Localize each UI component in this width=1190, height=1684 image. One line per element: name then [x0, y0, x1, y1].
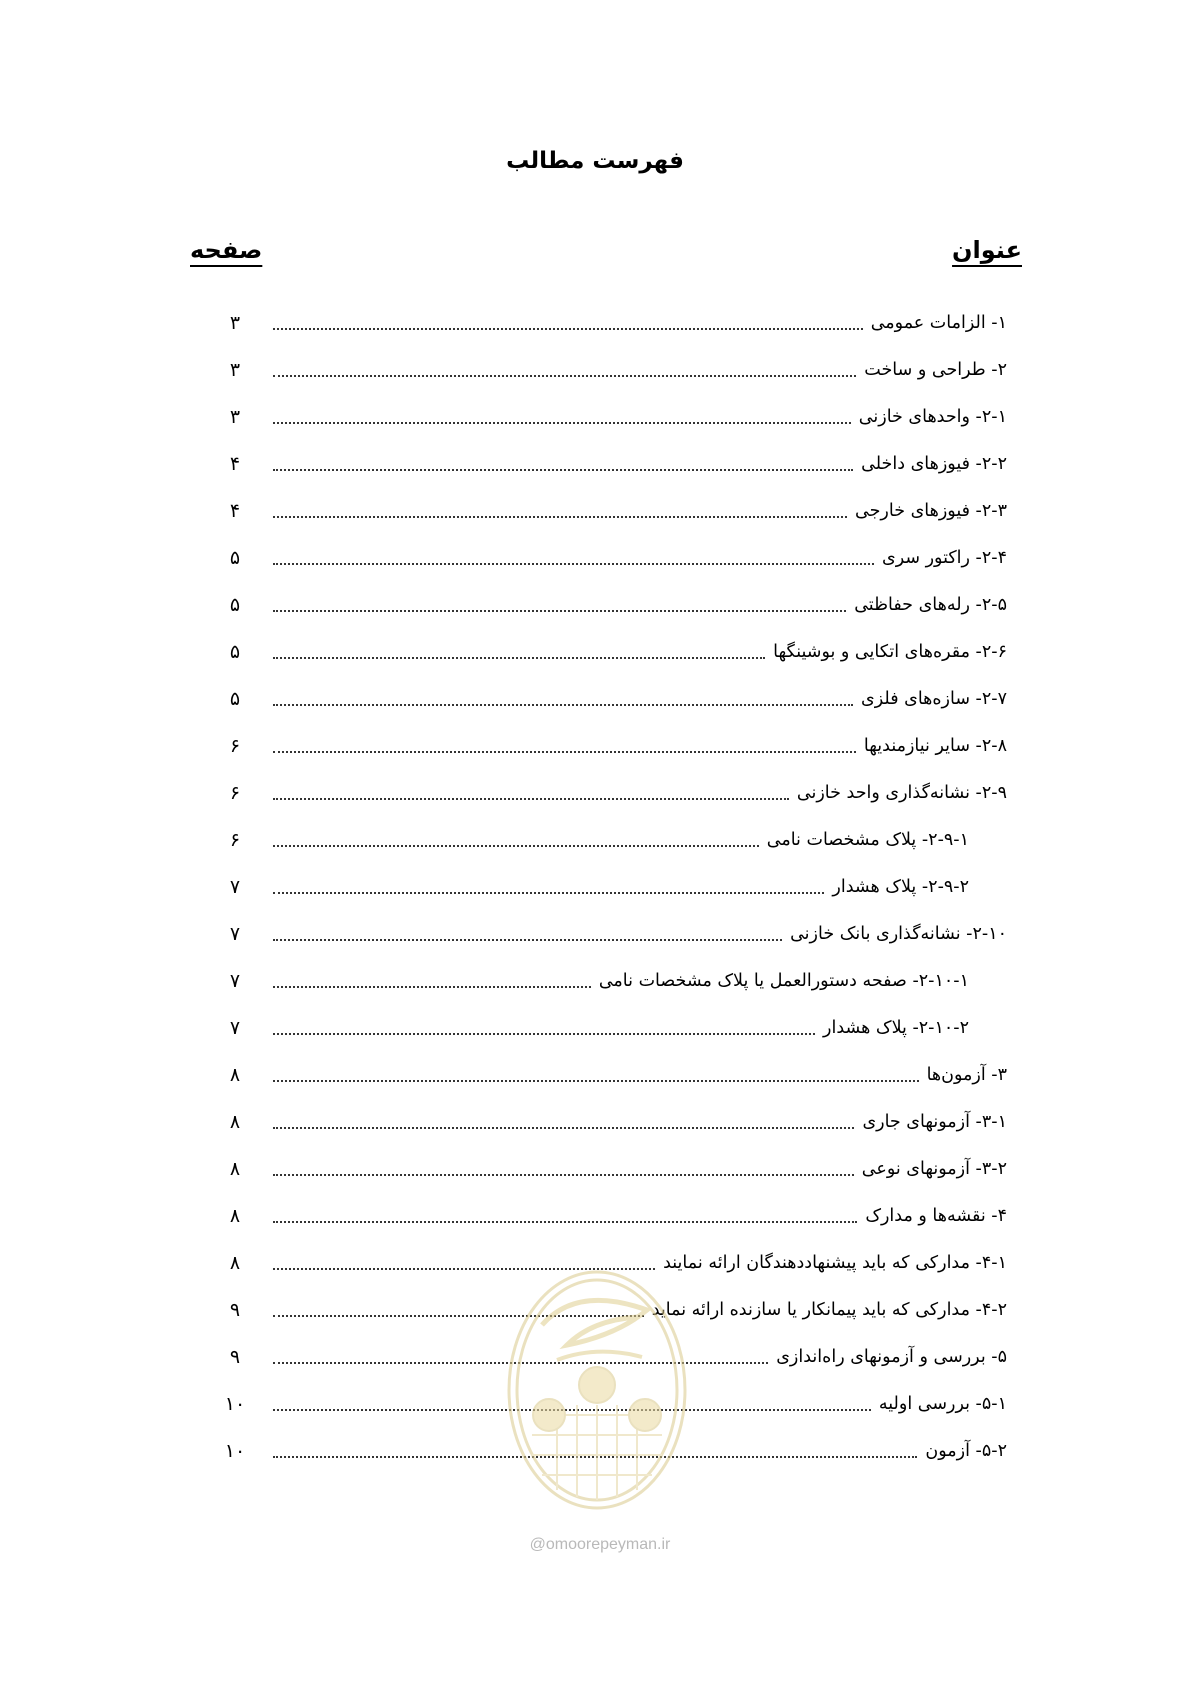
toc-entry[interactable] [197, 874, 1007, 921]
toc-entry-page-number: ۸ [229, 1252, 241, 1274]
toc-entry-page-number: ۸ [229, 1064, 241, 1086]
toc-entry-page-number: ۵ [229, 547, 241, 569]
dot-leader [273, 451, 853, 471]
dot-leader [273, 968, 591, 988]
toc-entry[interactable] [197, 827, 1007, 874]
toc-entry-title: ۱- الزامات عمومی [870, 313, 1007, 333]
toc-entry[interactable] [197, 921, 1007, 968]
toc-entry[interactable] [197, 686, 1007, 733]
toc-entry-title: ۲-۳- فیوزهای خارجی [855, 501, 1007, 521]
toc-entry[interactable] [197, 592, 1007, 639]
dot-leader [273, 1062, 919, 1082]
page-column-header: صفحه [190, 236, 263, 264]
toc-entry[interactable] [197, 357, 1007, 404]
toc-entry-title-wrap [273, 921, 1007, 947]
toc-entry-title-wrap [273, 310, 1007, 336]
toc-entry[interactable] [197, 639, 1007, 686]
toc-entry-page-number: ۹ [229, 1299, 241, 1321]
dot-leader [273, 404, 851, 424]
toc-entry-title: ۳- آزمون‌ها [926, 1065, 1007, 1085]
toc-entry-page-number: ۶ [229, 829, 241, 851]
toc-entry-title-wrap [273, 498, 1007, 524]
toc-entry[interactable] [197, 1062, 1007, 1109]
dot-leader [273, 1203, 857, 1223]
toc-entry[interactable] [197, 968, 1007, 1015]
toc-entry-title: ۲-۷- سازه‌های فلزی [861, 689, 1007, 709]
toc-entry-title-wrap [273, 686, 1007, 712]
toc-entry-page-number: ۱۰ [224, 1440, 246, 1462]
toc-entry-title: ۲-۹-۲- پلاک هشدار [832, 877, 969, 897]
toc-entry-title-wrap [273, 827, 1007, 853]
dot-leader [273, 874, 824, 894]
toc-entry-title: ۵-۱- بررسی اولیه [878, 1394, 1007, 1414]
toc-entry-title: ۲-۱- واحدهای خازنی [858, 407, 1007, 427]
watermark-url: @omoorepeyman.ir [529, 1536, 671, 1553]
dot-leader [273, 1015, 815, 1035]
watermark-logo [497, 1265, 697, 1515]
toc-entry[interactable] [197, 780, 1007, 827]
toc-entry-page-number: ۸ [229, 1111, 241, 1133]
toc-entry-title: ۲-۹- نشانه‌گذاری واحد خازنی [796, 783, 1007, 803]
toc-entry-title: ۲-۵- رله‌های حفاظتی [854, 595, 1007, 615]
toc-entry-title: ۴-۱- مدارکی که باید پیشنهاددهندگان ارائه نمایند [663, 1253, 1007, 1273]
toc-entry[interactable] [197, 1015, 1007, 1062]
toc-entry-title: ۵-۲- آزمون [925, 1441, 1007, 1461]
toc-entry-page-number: ۵ [229, 641, 241, 663]
toc-entry-page-number: ۴ [229, 453, 241, 475]
toc-entry-title: ۲-۱۰-۲- پلاک هشدار [823, 1018, 969, 1038]
dot-leader [273, 1109, 854, 1129]
toc-entry-title-wrap [273, 404, 1007, 430]
toc-entry-title: ۳-۱- آزمونهای جاری [862, 1112, 1007, 1132]
toc-entry-title: ۲-۴- راکتور سری [882, 548, 1007, 568]
dot-leader [273, 1156, 854, 1176]
toc-entry-title-wrap [273, 733, 1007, 759]
toc-entry[interactable] [197, 451, 1007, 498]
toc-entry-title-wrap [273, 780, 1007, 806]
dot-leader [273, 686, 853, 706]
toc-entry-page-number: ۸ [229, 1158, 241, 1180]
toc-entry-title-wrap [273, 592, 1007, 618]
toc-entry-title: ۵- بررسی و آزمونهای راه‌اندازی [776, 1347, 1007, 1367]
toc-entry-page-number: ۷ [229, 876, 241, 898]
toc-entry[interactable] [197, 1109, 1007, 1156]
toc-entry-page-number: ۶ [229, 735, 241, 757]
toc-entry-page-number: ۴ [229, 500, 241, 522]
dot-leader [273, 780, 789, 800]
dot-leader [273, 592, 846, 612]
toc-entry-title: ۲- طراحی و ساخت [864, 360, 1007, 380]
toc-entry-page-number: ۳ [229, 406, 241, 428]
toc-entry-page-number: ۳ [229, 312, 241, 334]
toc-entry-page-number: ۱۰ [224, 1393, 246, 1415]
dot-leader [273, 498, 847, 518]
toc-entry-page-number: ۳ [229, 359, 241, 381]
toc-entry-title: ۲-۱۰- نشانه‌گذاری بانک خازنی [790, 924, 1007, 944]
toc-entry-title: ۲-۹-۱- پلاک مشخصات نامی [766, 830, 969, 850]
toc-entry-title: ۲-۱۰-۱- صفحه دستورالعمل یا پلاک مشخصات نامی [598, 971, 969, 991]
toc-entry-title-wrap [273, 1156, 1007, 1182]
dot-leader [273, 545, 874, 565]
toc-entry-title: ۲-۸- سایر نیازمندیها [863, 736, 1007, 756]
toc-entry-title-wrap [273, 451, 1007, 477]
toc-entry[interactable] [197, 1203, 1007, 1250]
dot-leader [273, 733, 856, 753]
dot-leader [273, 357, 856, 377]
toc-entry-title-wrap [273, 1015, 1007, 1041]
toc-entry[interactable] [197, 545, 1007, 592]
toc-entry-page-number: ۹ [229, 1346, 241, 1368]
toc-entry-page-number: ۵ [229, 688, 241, 710]
toc-entry-title-wrap [273, 968, 1007, 994]
toc-entry-page-number: ۶ [229, 782, 241, 804]
toc-entry-title-wrap [273, 1062, 1007, 1088]
toc-entry-title: ۴-۲- مدارکی که باید پیمانکار یا سازنده ارائه نماید [651, 1300, 1007, 1320]
dot-leader [273, 310, 863, 330]
dot-leader [273, 921, 782, 941]
toc-entry-page-number: ۷ [229, 1017, 241, 1039]
toc-entry-title: ۴- نقشه‌ها و مدارک [865, 1206, 1007, 1226]
toc-entry-title: ۲-۶- مقره‌های اتکایی و بوشینگها [773, 642, 1007, 662]
dot-leader [273, 639, 765, 659]
toc-entry-title-wrap [273, 1203, 1007, 1229]
page-title: فهرست مطالب [506, 148, 684, 174]
toc-entry-title-wrap [273, 357, 1007, 383]
toc-entry-title-wrap [273, 874, 1007, 900]
toc-entry-page-number: ۷ [229, 970, 241, 992]
toc-entry-title-wrap [273, 639, 1007, 665]
toc-entry[interactable] [197, 404, 1007, 451]
toc-entry-title-wrap [273, 545, 1007, 571]
toc-entry-title: ۳-۲- آزمونهای نوعی [861, 1159, 1007, 1179]
toc-entry-page-number: ۸ [229, 1205, 241, 1227]
toc-entry-title-wrap [273, 1109, 1007, 1135]
title-column-header: عنوان [952, 236, 1022, 264]
toc-entry[interactable] [197, 498, 1007, 545]
toc-entry-title: ۲-۲- فیوزهای داخلی [861, 454, 1007, 474]
toc-entry[interactable] [197, 733, 1007, 780]
toc-entry-page-number: ۵ [229, 594, 241, 616]
toc-entry-page-number: ۷ [229, 923, 241, 945]
dot-leader [273, 827, 759, 847]
toc-entry[interactable] [197, 310, 1007, 357]
toc-entry[interactable] [197, 1156, 1007, 1203]
